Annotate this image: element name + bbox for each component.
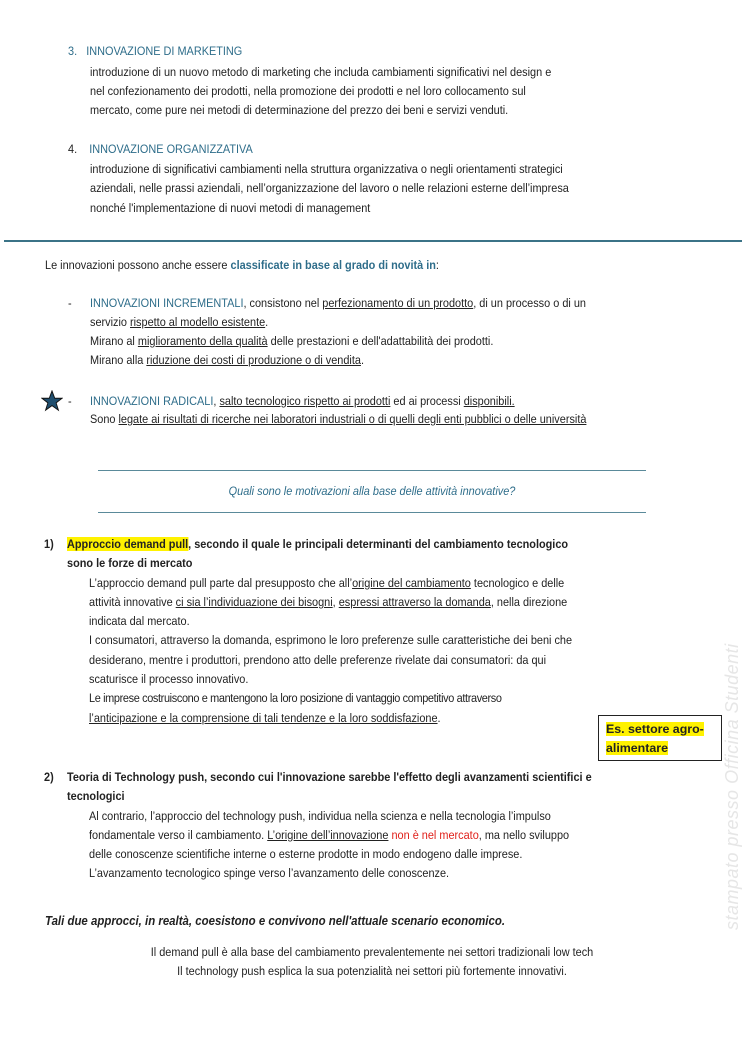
- star-icon: [41, 390, 63, 412]
- text: ,: [332, 595, 339, 609]
- text-line: Le imprese costruiscono e mantengono la loro posizione di vantaggio competitivo attraverso: [89, 691, 502, 705]
- section4-heading: [68, 141, 253, 157]
- text-line: Al contrario, l’approccio del technology push, individua nella scienza e nella tecnologia l’impulso: [89, 809, 551, 823]
- text: fondamentale verso il cambiamento.: [89, 828, 268, 842]
- text: :: [435, 258, 439, 272]
- demand-pull-title: sono le forze di mercato: [67, 556, 193, 570]
- conclusion-title: Tali due approcci, in realtà, coesistono e convivono nell'attuale scenario economico.: [45, 913, 506, 928]
- text-line: I consumatori, attraverso la domanda, esprimono le loro preferenze sulle caratteristiche dei beni che: [89, 633, 573, 647]
- text-line: scaturisce il processo innovativo.: [89, 672, 249, 686]
- bullet-dash: -: [68, 394, 72, 408]
- text-line: [89, 594, 567, 610]
- text-line: nonché l'implementazione di nuovi metodi di management: [90, 201, 371, 215]
- list-number: 3.: [68, 44, 78, 58]
- conclusion-line: Il technology push esplica la sua potenzialità nei settori più fortemente innovativi.: [177, 964, 567, 978]
- tech-push-title: tecnologici: [67, 789, 125, 803]
- text: , di un processo o di un: [473, 296, 586, 310]
- incremental-line: [90, 295, 586, 311]
- incremental-line: [90, 314, 268, 330]
- text: , secondo il quale le principali determinanti del cambiamento tecnologico: [188, 537, 569, 551]
- red-text: non è nel mercato: [388, 828, 479, 842]
- section-title: INNOVAZIONE ORGANIZZATIVA: [89, 142, 253, 156]
- text: ,: [213, 394, 220, 408]
- text: .: [265, 315, 269, 329]
- text-line: introduzione di un nuovo metodo di marketing che includa cambiamenti significativi nel design e: [90, 65, 552, 79]
- text: Mirano al: [90, 334, 138, 348]
- text-line: nel confezionamento dei prodotti, nella promozione dei prodotti e nel loro collocamento sul: [90, 84, 526, 98]
- text: L’approccio demand pull parte dal presupposto che all’: [89, 576, 353, 590]
- text: .: [437, 711, 441, 725]
- text-line: mercato, come pure nei metodi di determinazione del prezzo dei beni e servizi venduti.: [90, 103, 509, 117]
- incremental-line: [90, 352, 364, 368]
- text-line: [89, 710, 441, 726]
- underlined-text: rispetto al modello esistente: [129, 315, 266, 329]
- tech-push-number: 2): [44, 770, 54, 784]
- bullet-dash: -: [68, 296, 72, 310]
- text-line: [89, 827, 569, 843]
- text: Sono: [90, 412, 119, 426]
- underlined-text: l’anticipazione e la comprensione di tali tendenze e la loro soddisfazione: [89, 711, 438, 725]
- emphasis: classificate in base al grado di novità in: [230, 258, 436, 272]
- text: servizio: [90, 315, 130, 329]
- underlined-text: ci sia l’individuazione dei bisogni: [175, 595, 333, 609]
- text-line: L’avanzamento tecnologico spinge verso l’avanzamento delle conoscenze.: [89, 866, 450, 880]
- section-title: INNOVAZIONE DI MARKETING: [86, 44, 243, 58]
- incremental-line: [90, 333, 493, 349]
- text-line: introduzione di significativi cambiamenti nella struttura organizzativa o negli orientamenti strategici: [90, 162, 563, 176]
- text: Le innovazioni possono anche essere: [45, 258, 231, 272]
- underlined-text: disponibili.: [463, 394, 515, 408]
- radical-line: [90, 411, 586, 427]
- divider: [98, 470, 646, 471]
- classification-intro: [45, 257, 439, 273]
- conclusion-line: Il demand pull è alla base del cambiamento prevalentemente nei settori tradizionali low tech: [150, 945, 594, 959]
- text-line: indicata dal mercato.: [89, 614, 190, 628]
- text: , nella direzione: [490, 595, 568, 609]
- text: attività innovative: [89, 595, 176, 609]
- radical-line: [90, 393, 515, 409]
- example-note-box: [598, 715, 722, 761]
- underlined-text: miglioramento della qualità: [137, 334, 268, 348]
- divider: [4, 240, 742, 242]
- text-line: aziendali, nelle prassi aziendali, nell’organizzazione del lavoro o nelle relazioni esterne dell’impresa: [90, 181, 569, 195]
- text: , consistono nel: [243, 296, 323, 310]
- text: Mirano alla: [90, 353, 147, 367]
- highlighted-text: Approccio demand pull: [67, 537, 189, 551]
- underlined-text: salto tecnologico rispetto ai prodotti: [219, 394, 391, 408]
- term: INNOVAZIONI RADICALI: [90, 394, 214, 408]
- underlined-text: legate ai risultati di ricerche nei laboratori industriali o di quelli degli enti pubblici o delle università: [118, 412, 587, 426]
- demand-pull-number: 1): [44, 537, 54, 551]
- demand-pull-title: [67, 536, 568, 552]
- underlined-text: espressi attraverso la domanda: [338, 595, 491, 609]
- note-text: alimentare: [606, 741, 668, 755]
- note-text: Es. settore agro-: [606, 722, 704, 736]
- tech-push-title: Teoria di Technology push, secondo cui l'innovazione sarebbe l'effetto degli avanzamenti scientifici e: [67, 770, 592, 784]
- text-line: delle conoscenze scientifiche interne o esterne prodotte in modo endogeno dalle imprese.: [89, 847, 523, 861]
- underlined-text: origine del cambiamento: [352, 576, 471, 590]
- divider: [98, 512, 646, 513]
- text-line: desiderano, mentre i produttori, prendono atto delle preferenze rivelate dai consumatori: da qui: [89, 653, 547, 667]
- text-line: [89, 575, 564, 591]
- text: , ma nello sviluppo: [478, 828, 570, 842]
- question-heading: Quali sono le motivazioni alla base delle attività innovative?: [228, 484, 516, 498]
- text: delle prestazioni e dell'adattabilità dei prodotti.: [267, 334, 494, 348]
- text: ed ai processi: [390, 394, 464, 408]
- section3-heading: [68, 43, 242, 59]
- list-number: 4.: [68, 142, 78, 156]
- text: .: [360, 353, 364, 367]
- underlined-text: perfezionamento di un prodotto: [322, 296, 474, 310]
- text: tecnologico e delle: [470, 576, 565, 590]
- underlined-text: riduzione dei costi di produzione o di vendita: [146, 353, 361, 367]
- watermark: stampato presso Officina Studenti: [722, 643, 742, 930]
- term: INNOVAZIONI INCREMENTALI: [90, 296, 244, 310]
- underlined-text: L’origine dell’innovazione: [267, 828, 389, 842]
